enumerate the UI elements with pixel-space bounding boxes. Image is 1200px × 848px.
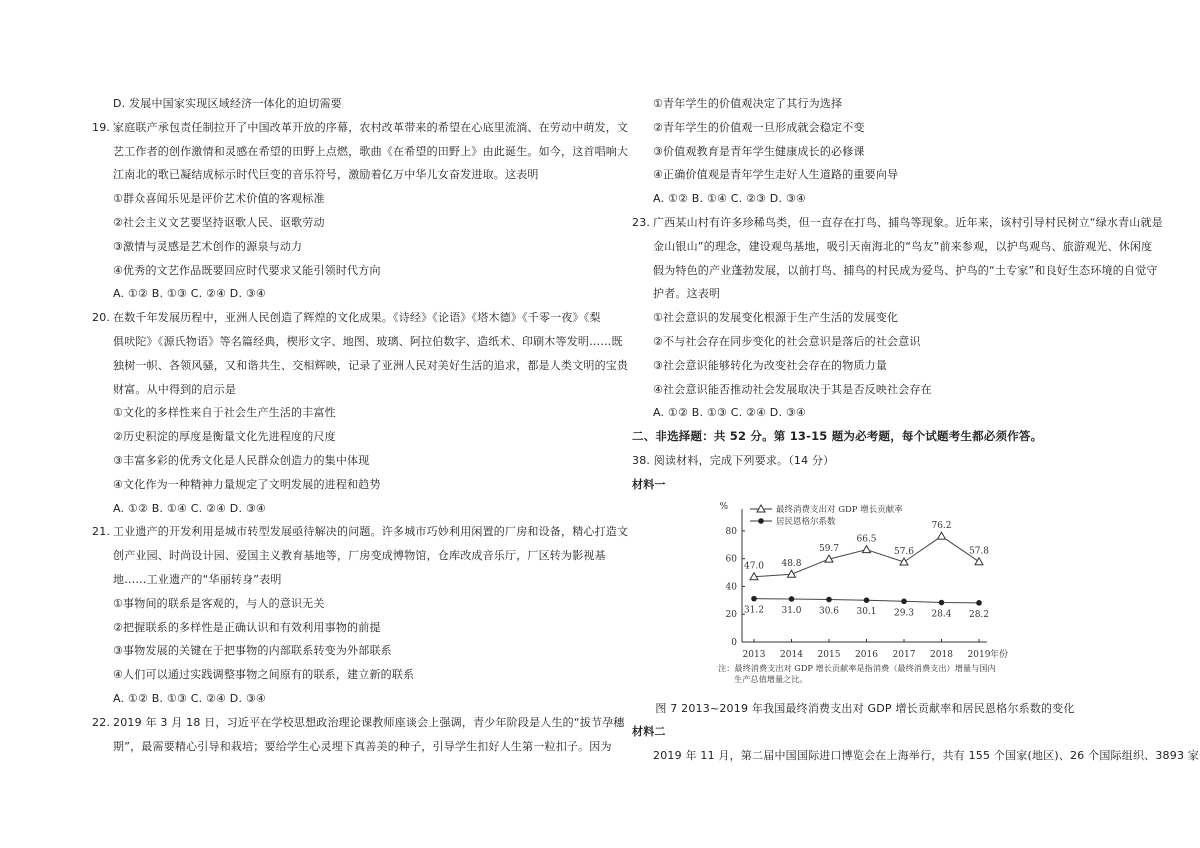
line-text: A. ①② B. ①③ C. ②④ D. ③④ xyxy=(113,691,266,705)
line-text: 艺工作者的创作激情和灵感在希望的田野上点燃，歌曲《在希望的田野上》由此诞生。如今，这首唱响大 xyxy=(113,144,629,158)
line-chart xyxy=(692,497,1022,697)
data-label: 31.2 xyxy=(743,605,765,616)
data-label: 59.7 xyxy=(818,543,840,554)
x-tick-label: 2013 xyxy=(742,649,766,660)
line-text: 工业遗产的开发利用是城市转型发展亟待解决的问题。许多城市巧妙利用闲置的厂房和设备，精心打造文 xyxy=(113,525,629,539)
x-tick-label: 2015 xyxy=(817,649,841,660)
figure-caption: 图 7 2013~2019 年我国最终消费支出对 GDP 增长贡献率和居民恩格尔系数的变化 xyxy=(655,701,1075,715)
data-label: 28.4 xyxy=(931,609,952,620)
line-text: ③丰富多彩的优秀文化是人民群众创造力的集中体现 xyxy=(113,453,370,467)
data-label: 28.2 xyxy=(968,609,990,620)
circle-point xyxy=(901,598,907,604)
left-line xyxy=(92,520,629,544)
left-line xyxy=(92,401,582,425)
triangle-point xyxy=(938,532,946,539)
material-2-text: 2019 年 11 月，第二届中国国际进口博览会在上海举行，共有 155 个国家(地区)、26 个国际组织、3893 家 xyxy=(653,749,1200,763)
legend-label-2: 居民恩格尔系数 xyxy=(776,516,836,527)
circle-point xyxy=(864,597,870,603)
left-line xyxy=(92,711,625,735)
line-text: 江南北的歌已凝结成标示时代巨变的音乐符号，激励着亿万中华儿女奋发进取。这表明 xyxy=(113,168,539,182)
left-line xyxy=(92,687,582,711)
y-tick-label: 60 xyxy=(725,554,737,565)
line-text: ④文化作为一种精神力量规定了文明发展的进程和趋势 xyxy=(113,477,381,491)
line-text: 财富。从中得到的启示是 xyxy=(113,382,237,396)
left-line xyxy=(92,259,582,283)
data-label: 31.0 xyxy=(781,605,802,616)
circle-point xyxy=(826,596,832,602)
line-text: 独树一帜、各领风骚，又和谐共生、交相辉映，记录了亚洲人民对美好生活的追求，都是人类文明的宝贵 xyxy=(113,358,629,372)
question-38: 38. 阅读材料，完成下列要求。（14 分） xyxy=(632,453,835,467)
y-tick-label: 40 xyxy=(725,581,737,592)
right-line xyxy=(632,330,1118,354)
data-label: 48.8 xyxy=(781,558,802,569)
triangle-point xyxy=(863,545,871,552)
line-text: 金山银山”的理念，建设观鸟基地，吸引天南海北的“鸟友”前来参观，以护鸟观鸟、旅游观光、休闲度 xyxy=(653,239,1153,253)
right-line xyxy=(632,282,1118,306)
left-line xyxy=(92,378,582,402)
left-line xyxy=(92,616,582,640)
left-line xyxy=(92,592,582,616)
line-text: ①社会意识的发展变化根源于生产生活的发展变化 xyxy=(653,311,899,325)
left-line xyxy=(92,330,623,354)
left-line xyxy=(92,497,582,521)
line-text: D. 发展中国家实现区域经济一体化的迫切需要 xyxy=(113,97,342,110)
right-line xyxy=(632,140,1118,164)
x-tick-label: 2017 xyxy=(892,649,916,660)
left-line xyxy=(92,449,582,473)
left-line xyxy=(92,663,582,687)
data-label: 30.1 xyxy=(856,606,877,617)
left-line xyxy=(92,282,582,306)
line-text: ①事物间的联系是客观的，与人的意识无关 xyxy=(113,596,325,610)
line-text: 地……工业遗产的“华丽转身”表明 xyxy=(113,572,282,586)
circle-point xyxy=(789,596,795,602)
left-line xyxy=(92,211,582,235)
circle-point xyxy=(976,600,982,606)
right-column xyxy=(632,92,1200,768)
line-text: ①文化的多样性来自于社会生产生活的丰富性 xyxy=(113,406,336,420)
section-heading: 二、非选择题：共 52 分。第 13-15 题为必考题，每个试题考生都必须作答。 xyxy=(632,429,1043,444)
data-label: 57.6 xyxy=(893,546,915,557)
right-line xyxy=(632,378,1118,402)
right-line xyxy=(632,235,1153,259)
line-text: ②青年学生的价值观一旦形成就会稳定不变 xyxy=(653,120,865,134)
line-text: A. ①② B. ①④ C. ②③ D. ③④ xyxy=(653,192,806,206)
question-number: 21. xyxy=(92,525,111,539)
line-text: ②社会主义文艺要坚持讴歌人民、讴歌劳动 xyxy=(113,215,325,229)
line-text: ④社会意识能否推动社会发展取决于其是否反映社会存在 xyxy=(653,382,932,396)
left-line xyxy=(92,306,601,330)
right-line xyxy=(632,306,1118,330)
line-text: 假为特色的产业蓬勃发展，以前打鸟、捕鸟的村民成为爱鸟、护鸟的“土专家”和良好生态环境的自觉守 xyxy=(653,263,1158,277)
left-line xyxy=(92,116,629,140)
y-tick-label: 80 xyxy=(725,526,737,537)
line-text: ①青年学生的价值观决定了其行为选择 xyxy=(653,97,843,110)
left-line xyxy=(92,568,582,592)
x-tick-label: 2014 xyxy=(780,649,803,660)
data-label: 30.6 xyxy=(818,606,840,617)
left-line xyxy=(92,425,582,449)
left-line xyxy=(92,92,582,116)
line-text: A. ①② B. ①③ C. ②④ D. ③④ xyxy=(653,406,806,420)
y-tick-label: 0 xyxy=(731,637,737,648)
circle-point xyxy=(751,595,757,601)
question-number: 20. xyxy=(92,311,111,325)
right-line xyxy=(632,401,1118,425)
chart-note-line-2: 生产总值增量之比。 xyxy=(734,673,808,684)
data-label: 76.2 xyxy=(931,520,952,531)
line-text: ③价值观教育是青年学生健康成长的必修课 xyxy=(653,144,865,158)
left-line xyxy=(92,235,582,259)
line-text: ④优秀的文艺作品既要回应时代要求又能引领时代方向 xyxy=(113,263,381,277)
line-text: 广西某山村有许多珍稀鸟类，但一直存在打鸟、捕鸟等现象。近年来，该村引导村民树立“绿水青山就是 xyxy=(653,215,1163,229)
line-text: ④人们可以通过实践调整事物之间原有的联系，建立新的联系 xyxy=(113,668,415,682)
line-text: 期”，最需要精心引导和栽培；要给学生心灵埋下真善美的种子，引导学生扣好人生第一粒扣子。因为 xyxy=(113,739,612,753)
right-line xyxy=(632,163,1118,187)
right-line xyxy=(632,354,1118,378)
x-tick-label: 2018 xyxy=(930,649,953,660)
question-number: 22. xyxy=(92,715,111,729)
left-line xyxy=(92,140,629,164)
circle-point xyxy=(939,599,945,605)
line-text: ②把握联系的多样性是正确认识和有效利用事物的前提 xyxy=(113,620,381,634)
line-text: A. ①② B. ①③ C. ②④ D. ③④ xyxy=(113,287,266,301)
left-line xyxy=(92,473,582,497)
left-line xyxy=(92,544,606,568)
triangle-point xyxy=(975,557,983,564)
line-text: 在数千年发展历程中，亚洲人民创造了辉煌的文化成果。《诗经》《论语》《塔木德》《千零一夜》《梨 xyxy=(113,311,601,325)
chart-note-line-1: 注：最终消费支出对 GDP 增长贡献率是指消费（最终消费支出）增量与国内 xyxy=(718,662,996,673)
line-text: A. ①② B. ①④ C. ②④ D. ③④ xyxy=(113,501,266,515)
x-tick-label: 2016 xyxy=(855,649,878,660)
material-1-label: 材料一 xyxy=(632,477,666,491)
left-line xyxy=(92,735,612,759)
y-tick-label: 20 xyxy=(725,609,737,620)
line-text: ②不与社会存在同步变化的社会意识是落后的社会意识 xyxy=(653,334,921,348)
line-text: ②历史积淀的厚度是衡量文化先进程度的尺度 xyxy=(113,430,336,444)
left-line xyxy=(92,639,582,663)
legend-label-1: 最终消费支出对 GDP 增长贡献率 xyxy=(776,504,903,515)
left-line xyxy=(92,187,582,211)
legend-circle-marker xyxy=(758,518,764,524)
right-line xyxy=(632,259,1158,283)
question-number: 19. xyxy=(92,120,111,134)
x-axis-label: 年份 xyxy=(990,649,1009,660)
triangle-point xyxy=(788,570,796,577)
line-text: 创产业园、时尚设计园、爱国主义教育基地等，厂房变成博物馆，仓库改成音乐厅，厂区转为影视基 xyxy=(113,549,606,563)
left-line xyxy=(92,163,582,187)
line-text: 家庭联产承包责任制拉开了中国改革开放的序幕，农村改革带来的希望在心底里流淌、在劳动中萌发，文 xyxy=(113,120,629,134)
left-line xyxy=(92,354,629,378)
right-line xyxy=(632,187,1118,211)
right-questions xyxy=(632,92,1163,425)
line-text: ①群众喜闻乐见是评价艺术价值的客观标准 xyxy=(113,192,325,206)
data-label: 47.0 xyxy=(743,561,765,572)
material-2-label: 材料二 xyxy=(632,725,666,739)
line-text: ③社会意识能够转化为改变社会存在的物质力量 xyxy=(653,358,888,372)
data-label: 66.5 xyxy=(856,534,877,545)
x-tick-label: 2019 xyxy=(967,649,991,660)
right-line xyxy=(632,211,1163,235)
question-number: 23. xyxy=(632,215,651,229)
right-line xyxy=(632,116,1118,140)
line-text: ③激情与灵感是艺术创作的源泉与动力 xyxy=(113,239,303,253)
data-label: 29.3 xyxy=(893,607,915,618)
figure-7-chart xyxy=(632,497,1118,697)
data-label: 57.8 xyxy=(968,546,990,557)
line-text: 俱吠陀》《源氏物语》等名篇经典，楔形文字、地图、玻璃、阿拉伯数字、造纸术、印刷木等发明……既 xyxy=(113,334,623,348)
right-line xyxy=(632,92,1118,116)
y-axis-label: % xyxy=(719,501,728,512)
line-text: ④正确价值观是青年学生走好人生道路的重要向导 xyxy=(653,168,899,182)
left-column xyxy=(92,92,629,758)
line-text: ③事物发展的关键在于把事物的内部联系转变为外部联系 xyxy=(113,644,392,658)
line-text: 2019 年 3 月 18 日，习近平在学校思想政治理论课教师座谈会上强调，青少年阶段是人生的“拔节孕穗 xyxy=(113,715,625,729)
line-text: 护者。这表明 xyxy=(653,287,721,301)
